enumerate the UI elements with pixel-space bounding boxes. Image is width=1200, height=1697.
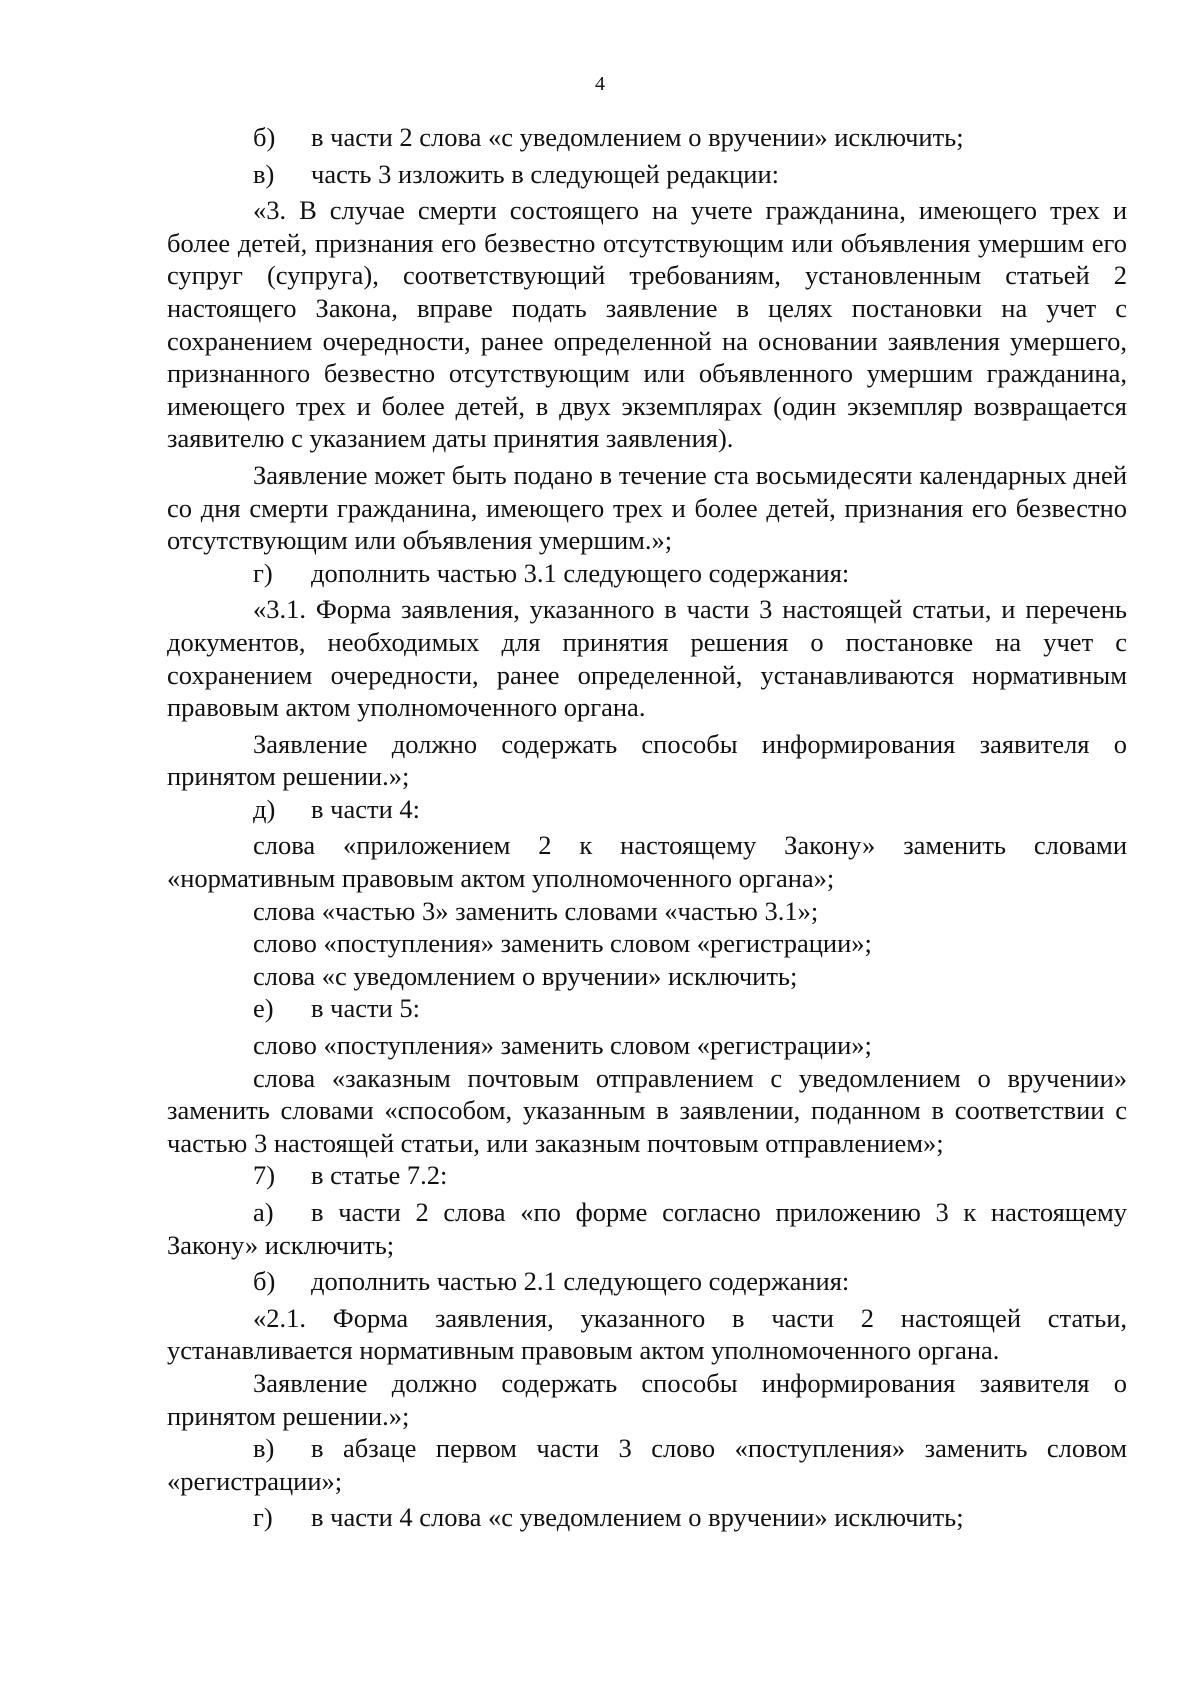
paragraph: «2.1. Форма заявления, указанного в части 2 настоящей статьи, устанавливается нормативным правовым актом уполномоченного органа. bbox=[167, 1302, 1127, 1366]
list-marker: д) bbox=[253, 793, 276, 824]
list-item-v bbox=[167, 158, 1127, 191]
document-body bbox=[167, 121, 1127, 1534]
list-item-g bbox=[167, 557, 1127, 590]
list-item-a bbox=[167, 1196, 1127, 1261]
list-item-text: в части 2 слова «с уведомлением о вручении» исключить; bbox=[311, 122, 964, 152]
paragraph: «3. В случае смерти состоящего на учете гражданина, имеющего трех и более детей, признания его безвестно отсутствующим или объявления умершим его супруг (супруга), соответствующий требованиям, установленным статьей 2 настоящего Закона, вправе подать заявление в целях постановки на учет с сохранением очередности, ранее определенной на основании заявления умершего, признанного безвестно отсутствующим или объявленного умершим гражданина, имеющего трех и более детей, в двух экземплярах (один экземпляр возвращается заявителю с указанием даты принятия заявления). bbox=[167, 195, 1127, 454]
list-item-7 bbox=[167, 1159, 1127, 1192]
list-item-text: дополнить частью 3.1 следующего содержания: bbox=[311, 557, 850, 588]
list-item-v2 bbox=[167, 1432, 1127, 1497]
list-marker: б) bbox=[253, 1266, 276, 1297]
list-marker: в) bbox=[253, 158, 275, 189]
list-marker: е) bbox=[253, 993, 274, 1024]
list-marker: 7) bbox=[253, 1160, 276, 1191]
list-item-b bbox=[167, 121, 1127, 154]
list-item-text: в части 2 слова «по форме согласно приложению 3 к настоящему Закону» исключить; bbox=[167, 1197, 1127, 1260]
paragraph: Заявление должно содержать способы информирования заявителя о принятом решении.»; bbox=[167, 1367, 1127, 1431]
list-marker: в) bbox=[253, 1433, 275, 1464]
list-marker: г) bbox=[253, 1502, 273, 1533]
list-item-text: в части 4: bbox=[311, 793, 420, 824]
list-item-text: в части 5: bbox=[311, 993, 420, 1024]
page-number: 4 bbox=[595, 73, 605, 95]
list-item-text: в части 4 слова «с уведомлением о вручении» исключить; bbox=[311, 1502, 964, 1533]
paragraph: слово «поступления» заменить словом «регистрации»; bbox=[253, 1030, 872, 1061]
list-marker: а) bbox=[253, 1197, 274, 1227]
paragraph: слова «приложением 2 к настоящему Закону» заменить словами «нормативным правовым актом уполномоченного органа»; bbox=[167, 830, 1127, 894]
paragraph: слово «поступления» заменить словом «регистрации»; bbox=[253, 928, 872, 959]
list-item-b2 bbox=[167, 1265, 1127, 1298]
list-item-d bbox=[167, 793, 1127, 826]
list-marker: г) bbox=[253, 557, 273, 588]
paragraph: слова «с уведомлением о вручении» исключить; bbox=[253, 960, 798, 991]
paragraph: слова «заказным почтовым отправлением с уведомлением о вручении» заменить словами «способом, указанным в заявлении, поданном в соответствии с частью 3 настоящей статьи, или заказным почтовым отправлением»; bbox=[167, 1062, 1127, 1158]
list-item-text: часть 3 изложить в следующей редакции: bbox=[311, 158, 779, 189]
list-item-g2 bbox=[167, 1501, 1127, 1534]
paragraph: Заявление может быть подано в течение ста восьмидесяти календарных дней со дня смерти гражданина, имеющего трех и более детей, признания его безвестно отсутствующим или объявления умершим.»; bbox=[167, 459, 1127, 556]
paragraph: Заявление должно содержать способы информирования заявителя о принятом решении.»; bbox=[167, 728, 1127, 792]
paragraph: «3.1. Форма заявления, указанного в части 3 настоящей статьи, и перечень документов, необходимых для принятия решения о постановке на учет с сохранением очередности, ранее определенной, устанавливаются нормативным правовым актом уполномоченного органа. bbox=[167, 594, 1127, 723]
list-item-text: дополнить частью 2.1 следующего содержания: bbox=[311, 1266, 850, 1297]
paragraph: слова «частью 3» заменить словами «частью 3.1»; bbox=[253, 895, 819, 926]
list-item-e bbox=[167, 992, 1127, 1025]
list-item-text: в абзаце первом части 3 слово «поступления» заменить словом «регистрации»; bbox=[167, 1433, 1127, 1496]
list-marker: б) bbox=[253, 122, 276, 152]
list-item-text: в статье 7.2: bbox=[311, 1160, 448, 1191]
